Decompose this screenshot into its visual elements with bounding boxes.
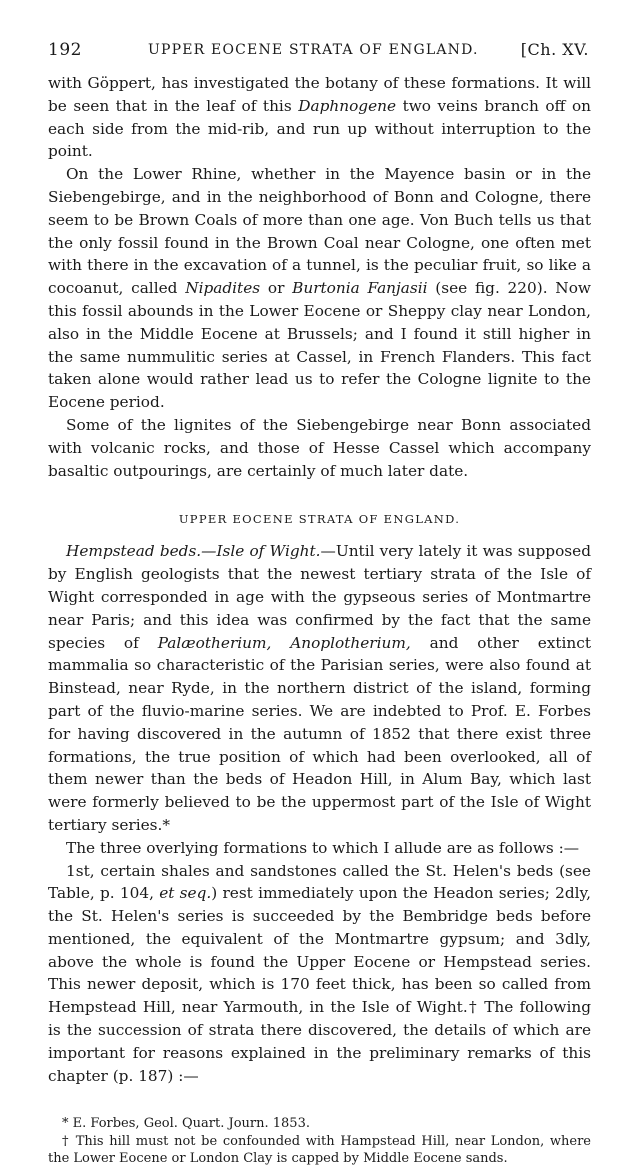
italic-term: Palæotherium, Anoplotherium, [157, 633, 411, 652]
page-body [48, 72, 591, 1087]
paragraph-text: (see fig. 220). Now this fossil abounds in the Lower Eocene or Sheppy clay near London, also in the Middle Eocene at Brussels; and I found it still higher in the same nummulitic series at Cassel, in French Flanders. This fact taken alone would rather lead us to refer the Cologne lignite to the Eocene period. [48, 279, 591, 412]
page-number: 192 [48, 40, 82, 60]
paragraph-hempstead [48, 540, 591, 836]
footnotes [48, 1115, 591, 1168]
paragraph-lignites [48, 414, 591, 482]
footnote-1: * E. Forbes, Geol. Quart. Journ. 1853. [62, 1116, 310, 1132]
paragraph-first-second-third [48, 860, 591, 1088]
paragraph-continued [48, 72, 591, 163]
paragraph-text: with Göppert, has investigated the botany of these formations. It will be seen that in the leaf of this [48, 74, 591, 115]
footnote-2: † This hill must not be confounded with Hampstead Hill, near London, where the Lower Eocene or London Clay is capped by Middle Eocene sands. [48, 1133, 591, 1167]
italic-term: Burtonia Fanjasii [292, 279, 428, 298]
paragraph-text: or [260, 279, 293, 298]
paragraph-text: The three overlying formations to which I allude are as follows :— [66, 838, 580, 857]
paragraph-text: and other extinct mammalia so characteristic of the Parisian series, were also found at Binstead, near Ryde, in the northern district of the island, forming part of the fluvio-marine series. We are indebted to Prof. E. Forbes for having discovered in the autumn of 1852 that there exist three formations, the true position of which had been overlooked, all of them newer than the beds of Headon Hill, in Alum Bay, which last were formerly believed to be the uppermost part of the Isle of Wight tertiary series.* [48, 633, 591, 834]
italic-term: et seq. [159, 884, 212, 903]
running-title: UPPER EOCENE STRATA OF ENGLAND. [148, 42, 479, 58]
paragraph-text: —Until very lately it was supposed by English geologists that the newest tertiary strata of the Isle of Wight corresponded in age with the gypseous series of Montmartre near Paris; and this idea was confirmed by the fact that the same species of [48, 542, 592, 652]
page-header [48, 40, 591, 72]
italic-term: Daphnogene [298, 96, 397, 115]
paragraph-text: 1st, certain shales and sandstones called the St. Helen's beds (see Table, p. 104, [48, 861, 591, 903]
italic-term: Nipadites [185, 279, 261, 298]
paragraph-text: Some of the lignites of the Siebengebirge near Bonn associated with volcanic rocks, and those of Hesse Cassel which accompany basaltic outpourings, are certainly of much later date. [48, 415, 591, 480]
paragraph-overlying [48, 837, 591, 860]
section-heading: UPPER EOCENE STRATA OF ENGLAND. [178, 512, 461, 527]
paragraph-text: ) rest immediately upon the Headon series; 2dly, the St. Helen's series is succeeded by the Bembridge beds before mentioned, the equivalent of the Montmartre gypsum; and 3dly, above the whole is found the Upper Eocene or Hempstead series. This newer deposit, which is 170 feet thick, has been so called from Hempstead Hill, near Yarmouth, in the Isle of Wight.† The following is the succession of strata there discovered, the details of which are important for reasons explained in the preliminary remarks of this chapter (p. 187) :— [48, 884, 591, 1085]
paragraph-text: two veins branch off on each side from the mid-rib, and run up without interruption to the point. [48, 96, 592, 161]
chapter-label: [Ch. XV. [520, 40, 589, 59]
paragraph-lower-rhine [48, 163, 591, 414]
italic-lead: Hempstead beds.—Isle of Wight. [66, 542, 321, 561]
paragraph-text: On the Lower Rhine, whether in the Mayence basin or in the Siebengebirge, and in the neighborhood of Bonn and Cologne, there seem to be Brown Coals of more than one age. Von Buch tells us that the only fossil found in the Brown Coal near Cologne, one often met with there in the excavation of a tunnel, is the peculiar fruit, so like a cocoanut, called [48, 165, 591, 298]
